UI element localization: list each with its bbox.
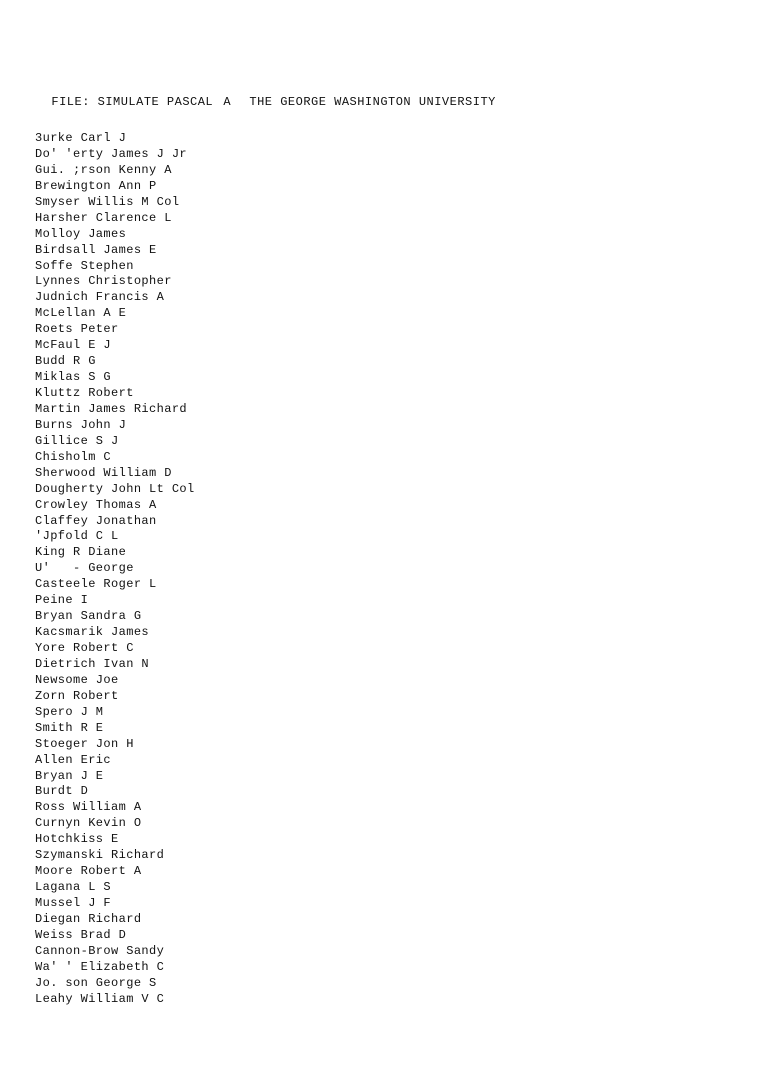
- name-entry: Mussel J F: [35, 896, 112, 910]
- name-entry: King R Diane: [35, 545, 127, 560]
- name-entry: Roets Peter: [35, 322, 119, 337]
- name-entry: U' - George: [35, 561, 134, 576]
- name-entry: Gillice S J: [35, 433, 119, 448]
- name-entry: Curnyn Kevin O: [35, 816, 142, 831]
- name-entry: Soffe Stephen: [35, 258, 134, 273]
- name-entry: Spero J M: [35, 704, 104, 719]
- name-entry: Smyser Willis M Col: [35, 194, 180, 209]
- name-entry: Szymanski Richard: [35, 848, 165, 863]
- name-entry: McFaul E J: [35, 338, 112, 353]
- name-entry: Diegan Richard: [35, 911, 142, 926]
- name-entry: Leahy William V C: [35, 991, 165, 1006]
- name-entry: Judnich Francis A: [35, 290, 165, 305]
- name-entry: Burdt D: [35, 784, 89, 799]
- name-entry: Bryan J E: [35, 768, 104, 783]
- name-entry: Kacsmarik James: [35, 625, 150, 640]
- name-entry: Crowley Thomas A: [35, 497, 157, 512]
- page-header: [36, 81, 496, 109]
- name-entry: Claffey Jonathan: [35, 513, 157, 528]
- name-entry: Allen Eric: [35, 752, 112, 767]
- name-entry: Moore Robert A: [35, 864, 142, 879]
- name-entry: Molloy James: [35, 226, 127, 241]
- name-entry: Sherwood William D: [35, 465, 172, 480]
- name-entry: Lagana L S: [35, 880, 112, 895]
- name-entry: Ross William A: [35, 800, 142, 815]
- name-entry: Bryan Sandra G: [35, 609, 142, 624]
- name-entry: Zorn Robert: [35, 688, 119, 703]
- name-entry: Martin James Richard: [35, 401, 188, 416]
- name-entry: Wa' ' Elizabeth C: [35, 959, 165, 974]
- name-entry: Burns John J: [35, 417, 127, 432]
- name-list: [35, 131, 195, 1008]
- name-entry: Casteele Roger L: [35, 577, 157, 592]
- name-entry: 'Jpfold C L: [35, 529, 119, 544]
- name-entry: Stoeger Jon H: [35, 736, 134, 751]
- name-entry: Harsher Clarence L: [35, 210, 172, 225]
- file-mode: A: [223, 95, 232, 109]
- name-entry: Hotchkiss E: [35, 832, 119, 847]
- name-entry: Kluttz Robert: [35, 386, 134, 400]
- name-entry: Do' 'erty James J Jr: [35, 146, 188, 161]
- name-entry: Weiss Brad D: [35, 927, 127, 942]
- name-entry: Budd R G: [35, 354, 96, 369]
- name-entry: McLellan A E: [35, 306, 127, 321]
- name-entry: Miklas S G: [35, 370, 112, 385]
- name-entry: Jo. son George S: [35, 975, 157, 990]
- name-entry: Peine I: [35, 593, 89, 608]
- name-entry: Chisholm C: [35, 449, 112, 464]
- name-entry: Birdsall James E: [35, 242, 157, 257]
- file-label: FILE: SIMULATE PASCAL: [51, 95, 214, 109]
- name-entry: Cannon-Brow Sandy: [35, 943, 165, 958]
- name-entry: Yore Robert C: [35, 641, 134, 655]
- name-entry: Dietrich Ivan N: [35, 656, 150, 671]
- institution-name: THE GEORGE WASHINGTON UNIVERSITY: [249, 95, 496, 109]
- name-entry: Brewington Ann P: [35, 178, 157, 193]
- name-entry: 3urke Carl J: [35, 131, 127, 145]
- name-entry: Dougherty John Lt Col: [35, 481, 195, 496]
- name-entry: Gui. ;rson Kenny A: [35, 162, 172, 177]
- name-entry: Smith R E: [35, 720, 104, 735]
- name-entry: Newsome Joe: [35, 672, 119, 687]
- name-entry: Lynnes Christopher: [35, 274, 172, 289]
